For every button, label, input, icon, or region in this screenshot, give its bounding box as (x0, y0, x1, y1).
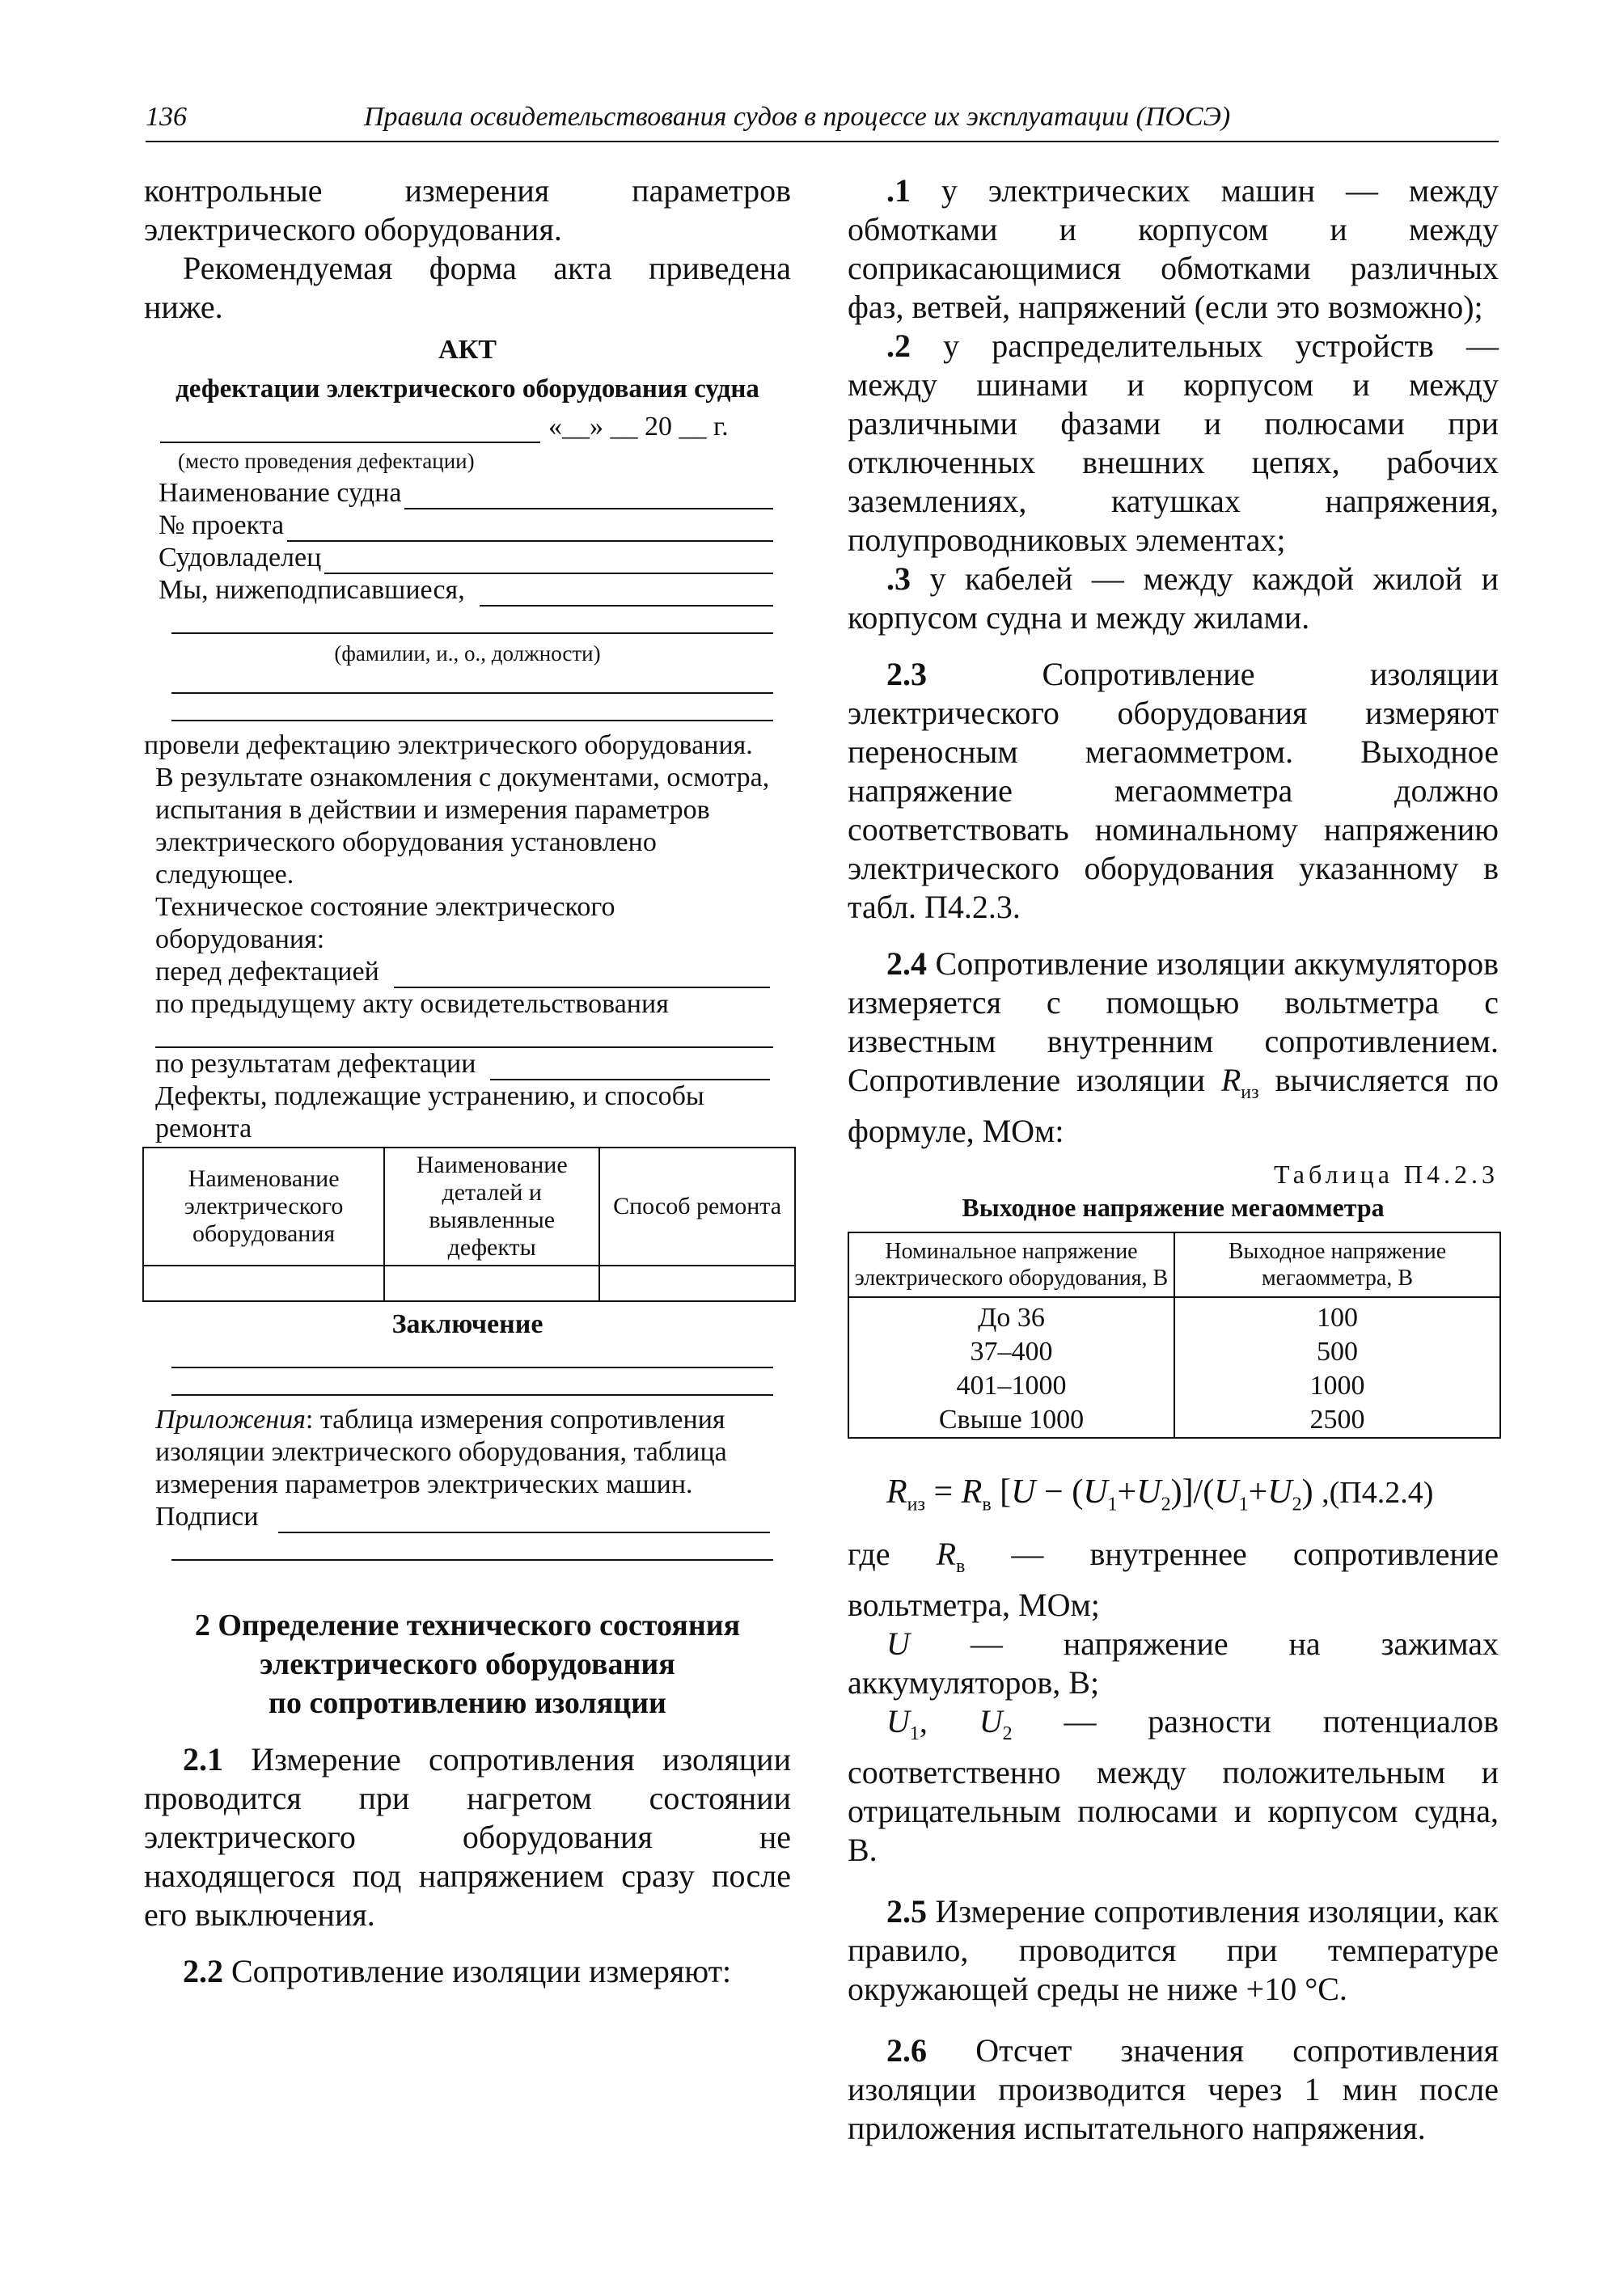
section-heading-line: по сопротивлению изоляции (269, 1686, 666, 1720)
field-label: перед дефектацией (155, 957, 379, 987)
formula-var: U (1214, 1473, 1239, 1511)
formula-sub: в (982, 1494, 992, 1515)
field-label: Судовладелец (159, 543, 322, 573)
formula-sub: из (907, 1494, 925, 1515)
paragraph-2-6 (848, 2031, 1499, 2148)
table-cell: 100 (1174, 1297, 1500, 1335)
date-line: «__» __ 20 __ г. (548, 412, 729, 442)
field-label: по результатам дефектации (155, 1049, 476, 1079)
item-number: .1 (886, 172, 911, 209)
formula-sub: 1 (1107, 1494, 1118, 1515)
subscript: в (956, 1556, 966, 1578)
table-title: Выходное напряжение мегаомметра (962, 1193, 1385, 1222)
field-label: № проекта (159, 510, 285, 540)
section-heading (144, 1606, 791, 1722)
clause-text: Измерение сопротивления изоляции, как правило, проводится при температуре окружающей среды не ниже +10 °С. (848, 1893, 1499, 2008)
item-number: .3 (886, 560, 911, 597)
table-header-cell: Наименование электрического оборудования (143, 1148, 384, 1266)
paragraph-2-4 (848, 945, 1499, 1151)
table-row (848, 1297, 1500, 1335)
table-cell: 37–400 (848, 1335, 1174, 1369)
form-text: провели дефектацию электрического оборудования. (144, 730, 753, 760)
formula-var: U (1267, 1473, 1292, 1511)
clause-number: 2.1 (183, 1741, 223, 1777)
item-text: у кабелей — между каждой жилой и корпусом судна и между жилами. (848, 560, 1499, 636)
field-label: Наименование судна (159, 478, 402, 508)
table-header-cell: Наименование деталей и выявленные дефекты (384, 1148, 599, 1266)
field-label: по предыдущему акту освидетельствования (155, 989, 669, 1019)
definition-text: — напряжение на зажимах аккумуляторов, В; (848, 1625, 1499, 1701)
table-header-cell: Номинальное напряжение электрического оборудования, В (848, 1232, 1174, 1297)
table-cell: 401–1000 (848, 1369, 1174, 1403)
section-heading-line: электрического оборудования (260, 1647, 675, 1681)
subscript: 1 (909, 1723, 920, 1745)
formula-var: R (961, 1473, 983, 1511)
section-heading-line: 2 Определение технического состояния (194, 1608, 741, 1642)
table-cell: До 36 (848, 1297, 1174, 1335)
paragraph-2-5 (848, 1892, 1499, 2009)
formula-var: U (1136, 1473, 1161, 1511)
clause-number: 2.5 (886, 1893, 927, 1930)
defect-table (142, 1147, 796, 1302)
table-header-cell: Способ ремонта (599, 1148, 795, 1266)
page-header (146, 102, 1499, 142)
separator: , (919, 1703, 979, 1740)
clause-number: 2.4 (886, 945, 927, 982)
paragraph-2-2 (144, 1952, 791, 1991)
item-text: у распределительных устройств — между шинами и корпусом и между различными фазами и полюсами при отключенных внешних цепях, рабочих заземлениях, катушках напряжения, полупроводниковых элементах; (848, 328, 1499, 558)
formula-var: U (1083, 1473, 1108, 1511)
variable: U (886, 1703, 910, 1740)
list-item (848, 327, 1499, 560)
table-row (848, 1403, 1500, 1438)
paragraph-2-1 (144, 1740, 791, 1934)
table-cell: 1000 (1174, 1369, 1500, 1403)
list-item (848, 560, 1499, 637)
variable: R (1220, 1062, 1241, 1098)
field-label: Подписи (155, 1502, 259, 1532)
form-text: Техническое состояние электрического оборудования: (155, 892, 615, 954)
formula-sub: 2 (1292, 1494, 1302, 1515)
clause-text: вычисляется по формуле, МОм: (848, 1062, 1499, 1149)
form-text: Дефекты, подлежащие устранению, и способы ремонта (155, 1081, 704, 1143)
table-cell: 2500 (1174, 1403, 1500, 1438)
clause-text: Сопротивление изоляции аккумуляторов измеряется с помощью вольтметра с известным внутренним сопротивлением. Сопротивление изоляции (848, 945, 1499, 1098)
item-text: у электрических машин — между обмотками и корпусом и между соприкасающимися обмотками различных фаз, ветвей, напряжений (если это возможно); (848, 172, 1499, 325)
clause-text: Сопротивление изоляции измеряют: (223, 1953, 732, 1989)
formula-sub: 2 (1161, 1494, 1171, 1515)
formula-sub: 1 (1238, 1494, 1249, 1515)
table-cell: 500 (1174, 1335, 1500, 1369)
formula-label: ,(П4.2.4) (1322, 1476, 1434, 1510)
list-item (848, 171, 1499, 327)
place-caption: (место проведения дефектации) (178, 449, 475, 473)
voltage-table (848, 1232, 1501, 1439)
clause-number: 2.6 (886, 2032, 927, 2069)
table-cell: Свыше 1000 (848, 1403, 1174, 1438)
clause-text: Отсчет значения сопротивления изоляции производится через 1 мин после приложения испытательного напряжения. (848, 2032, 1499, 2147)
attachments-text: : таблица измерения сопротивления изоляции электрического оборудования, таблица измерения параметров электрических машин. (155, 1405, 727, 1499)
variable: R (936, 1536, 957, 1573)
paragraph-2-3 (848, 655, 1499, 927)
table-row (848, 1369, 1500, 1403)
clause-text: Сопротивление изоляции электрического оборудования измеряют переносным мегаомметром. Выходное напряжение мегаомметра должно соответствовать номинальному напряжению электрического оборудования указанному в табл. П4.2.3. (848, 656, 1499, 925)
conclusion-heading: Заключение (391, 1309, 543, 1339)
variable: U (886, 1625, 910, 1663)
item-number: .2 (886, 328, 911, 364)
paragraph: Рекомендуемая форма акта приведена ниже. (144, 250, 791, 325)
subscript: из (1241, 1082, 1259, 1103)
field-label: Мы, нижеподписавшиеся, (159, 575, 465, 605)
definition-text: — разности потенциалов соответственно между положительным и отрицательным полюсами и корпусом судна, В. (848, 1703, 1499, 1869)
form-text: В результате ознакомления с документами, осмотра, испытания в действии и измерения параметров электрического оборудования установлено следующее. (155, 763, 770, 890)
definition-text: — внутреннее сопротивление вольтметра, МОм; (848, 1536, 1499, 1624)
clause-text: Измерение сопротивления изоляции проводится при нагретом состоянии электрического оборудования не находящегося под напряжением сразу после его выключения. (144, 1741, 791, 1933)
act-subtitle: дефектации электрического оборудования судна (176, 374, 759, 404)
left-column (144, 171, 791, 1991)
formula-var: U (1011, 1473, 1036, 1511)
formula-p4-2-4: $R_{из} = R_в$ $[U - (U_1+U_2)]/(U_1+U_2)$ ,(П4.2.4) (886, 1473, 1434, 1515)
right-column (848, 171, 1499, 2148)
page-number: 136 (146, 102, 187, 132)
table-label: Таблица П4.2.3 (1274, 1160, 1499, 1189)
running-title: Правила освидетельствования судов в процессе их эксплуатации (ПОСЭ) (364, 102, 1231, 132)
definition (848, 1625, 1499, 1702)
act-form (144, 330, 791, 1561)
attachments (144, 1404, 791, 1501)
formula-var: R (886, 1473, 907, 1511)
definition (848, 1535, 1499, 1625)
variable: U (979, 1703, 1003, 1740)
table-row (848, 1335, 1500, 1369)
table-header-cell: Выходное напряжение мегаомметра, В (1174, 1232, 1500, 1297)
paragraph: контрольные измерения параметров электрического оборудования. (144, 172, 791, 247)
clause-number: 2.3 (886, 656, 927, 692)
names-caption: (фамилии, и., о., должности) (334, 641, 601, 666)
attachments-label: Приложения (155, 1405, 306, 1435)
definition (848, 1702, 1499, 1870)
definition-text: где (848, 1536, 937, 1573)
clause-number: 2.2 (183, 1953, 223, 1989)
act-title: АКТ (438, 335, 497, 365)
subscript: 2 (1002, 1723, 1013, 1745)
